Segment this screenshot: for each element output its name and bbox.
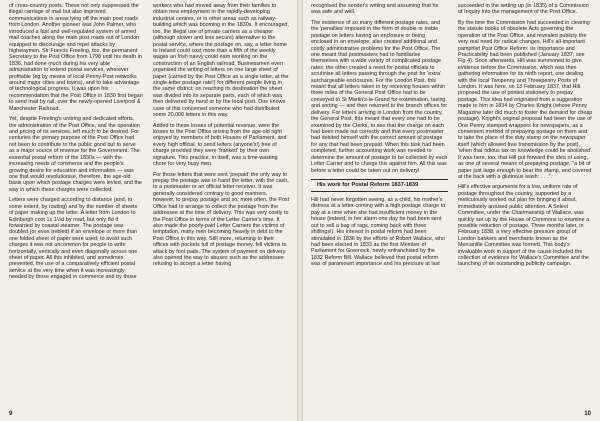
left-page-column-2 bbox=[153, 3, 290, 268]
left-page-column-1 bbox=[9, 3, 143, 281]
right-page-column-2 bbox=[458, 3, 593, 268]
page-number-right: 10 bbox=[584, 411, 591, 417]
right-page-column-1 bbox=[311, 3, 448, 268]
paragraph: of cross-country posts. These not only suppressed the illegal carriage of mail but also improved communications in areas lying off the main post roads from London. Another pioneer was John Palmer, who introduced a fast and well-regulated system of armed mail coaches along the main post roads out of London equipped to discourage and repel attacks by highwaymen. Sir Francis Freeling, too, the permanent Secretary to the Post Office from 1798 until his death in 1836, had done much during his very able administration to extend postal services, wherever profitable (eg by means of local Penny-Post networks around major cities and towns), and to take advantage of technological progress. It was upon his recommendation that the Post Office in 1830 first began to send mail by rail, over the newly-opened Liverpool & Manchester Railroad. bbox=[9, 3, 143, 112]
center-fold bbox=[297, 0, 303, 421]
paragraph: Added to these losses of potential revenue, were the losses to the Post Office arising from the age-old right enjoyed by members of both Houses of Parliament, and every high official, to send letters (anyone's!) free of charge provided they were 'franked' by their own signature. This practice, in itself, was a time-wasting chore for very busy men. bbox=[153, 122, 287, 168]
paragraph: recognised the sender's writing and assuming that he was safe and well. bbox=[311, 3, 439, 16]
paragraph: For those letters that were sent 'prepaid' the only way to prepay the postage was to hand the letter, with the cash, to a postmaster or an official letter-receiver. It was generally considered contrary to good manners, however, to prepay postage and so, more often, the Post Office had to arrange to collect the postage from the addressee at the time of delivery. This was very costly to the Post Office in terms of the Letter Carrier's time. It also made the poorly-paid Letter Carriers the victims of temptation, many men becoming heavily in debt to the Post Office in this way. Still more, returning to their offices with pockets full of postage money, fell victims to attack by foot pads. The system of payment on delivery also opened the way to abuses such as the addressee refusing to accept a letter having bbox=[153, 171, 290, 268]
paragraph: Hill's effective arguments for a low, uniform rate of postage throughout the country, supported by a meticulously worked out plan for bringing it about, immediately aroused public attention. A Select Committee, under the Chairmanship of Wallace, was quickly set up by the House of Commons to examine a possible reduction of postage. Three months later, in February 1838, a very effective pressure group of London bankers and merchants known as the Mercantile Committee was formed. This body's invaluable work in support of the cause included the collection of evidence for Wallace's Committee and the launching of an outstanding publicity campaign. bbox=[458, 184, 590, 268]
paragraph: workers who had moved away from their families to obtain new employment in the rapidly-developing industrial centres, or in other areas such as railway-building which was booming in the 1830s. It encouraged, too, the illegal use of private carriers as a cheaper (although slower and less secure) alternative to the postal service, where the postage on, say, a letter home to Ireland could cost more than a fifth of the weekly wages an Irish navvy could earn working on the construction of an English railroad. Businessmen even organised the writing of letters on one large sheet of paper (carried by the Post Office as a single letter, at the single-letter postage rate!) for different people living in the same district; on reaching its destination the sheet was divided into its separate parts, each of which was then delivered by hand or by the local post. One known case of this concerned someone who had distributed some 20,000 letters in this way. bbox=[153, 3, 289, 119]
section-heading: His work for Postal Reform 1837-1839 bbox=[311, 179, 448, 192]
paragraph: Hill had never forgotten seeing, as a child, his mother's distress at a letter coming with a high postage charge to pay at a time when she had insufficient money in the house (indeed, in her alarm one day he had been sent out to sell a bag of rags, coming back with three shillings!). His interest in postal reform had been stimulated in 1836 by the efforts of Robert Wallace, who had been elected in 1833 as the first Member of Parliament for Greenock, newly enfranchised by the 1832 Reform Bill. Wallace believed that postal reform was of paramount importance and his pressure at last bbox=[311, 196, 446, 268]
paragraph: Yet, despite Freeling's untiring and dedicated efforts, the administration of the Post Office, and the operation and pricing of its services, left much to be desired. For centuries the primary purpose of the Post Office had not been to contribute to the public good but to serve as a major source of revenue for the Government. The essential postal reform of the 1830s — with the increasing needs of commerce and the people's growing desire for education and information — was one that would revolutionise, therefore, the age-old basis upon which postage charges were levied, and the way in which these charges were collected. bbox=[9, 116, 142, 193]
paragraph: The existence of so many different postage rates, and the 'penalties' imposed in the form of double or treble postage on letters having an enclosure or being enclosed in an envelope, also created additional and costly administrative problems for the Post Office. The one meant that postmasters had to familiarise themselves with a wide variety of complicated postage rates; the other created a need for postal officials to scrutinise all letters passing through the post for 'extra' surchargeable enclosures. For the London Post, this meant that all letters taken in by receiving houses within three miles of the General Post Office had to be conveyed to St Martin's-le-Grand for examination, taxing and sorting — and then returned to the branch offices for delivery. For letters arriving in London from the country, the General Post, this meant that every one had to be examined by the Clerks, to see that the charge on each had been made out correctly and that every postmaster had debited himself with the correct amount of postage for any that had been prepaid. When this task had been completed, further accounting work was needed to determine the amount of postage to be collected by each Letter Carrier and to charge this against him. All this was before a letter could be taken out on delivery! bbox=[311, 19, 448, 174]
paragraph: Letters were charged according to distance (and, to some extent, by routing) and by the number of sheets of paper making up the letter. A letter from London to Edinburgh cost 1s 1½d by road, but only 8d if forwarded by coastal steamer. The postage was doubled (or even trebled) if an envelope or more than one folded sheet of paper were used; to avoid such charges it was not uncommon for people to write horizontally, vertically and even diagonally across one sheet of paper. All this inhibited, and sometimes prevented, the use of a comparatively efficient postal service at the very time when it was increasingly needed by those engaged in commerce and by those bbox=[9, 197, 138, 281]
paragraph: By the time the Commission had succeeded in clearing the statute books of obsolete Acts governing the operation of the Post Office, and revealed publicly the very real need for radical changes, Hill's all-important pamphlet Post Office Reform: its Importance and Practicability had been published (January 1837; see Fig 4). Soon afterwards, Hill was summoned to give evidence before the Commission, which was then gathering information for its ninth report, one dealing with the local Twopenny and Threepenny Posts of London. It was here, on 13 February 1837, that Hill proposed the use of printed stationery to prepay postage. This idea had originated from a suggestion made to him in 1834 by Charles Knight (whose Penny Magazine later did much to foster the demand for cheap postage). Knight's original proposal had been the use of One Penny stamped wrappers for newspapers, as a convenient method of prepaying postage on them and to take the place of the duty stamp on the newspaper itself (which allowed free transmission by the post), 'when that odious tax on knowledge could be abolished'. It was here, too, that Hill put forward the idea of using, as one of several means of prepaying postage, "a bit of paper just large enough to bear the stamp, and covered at the back with a glutinous wash: . . .". bbox=[458, 19, 593, 180]
paragraph: succeeded in the setting up (in 1835) of a Commission of Inquiry into the management of the Post Office. bbox=[458, 3, 589, 16]
page-number-left: 9 bbox=[9, 411, 13, 417]
